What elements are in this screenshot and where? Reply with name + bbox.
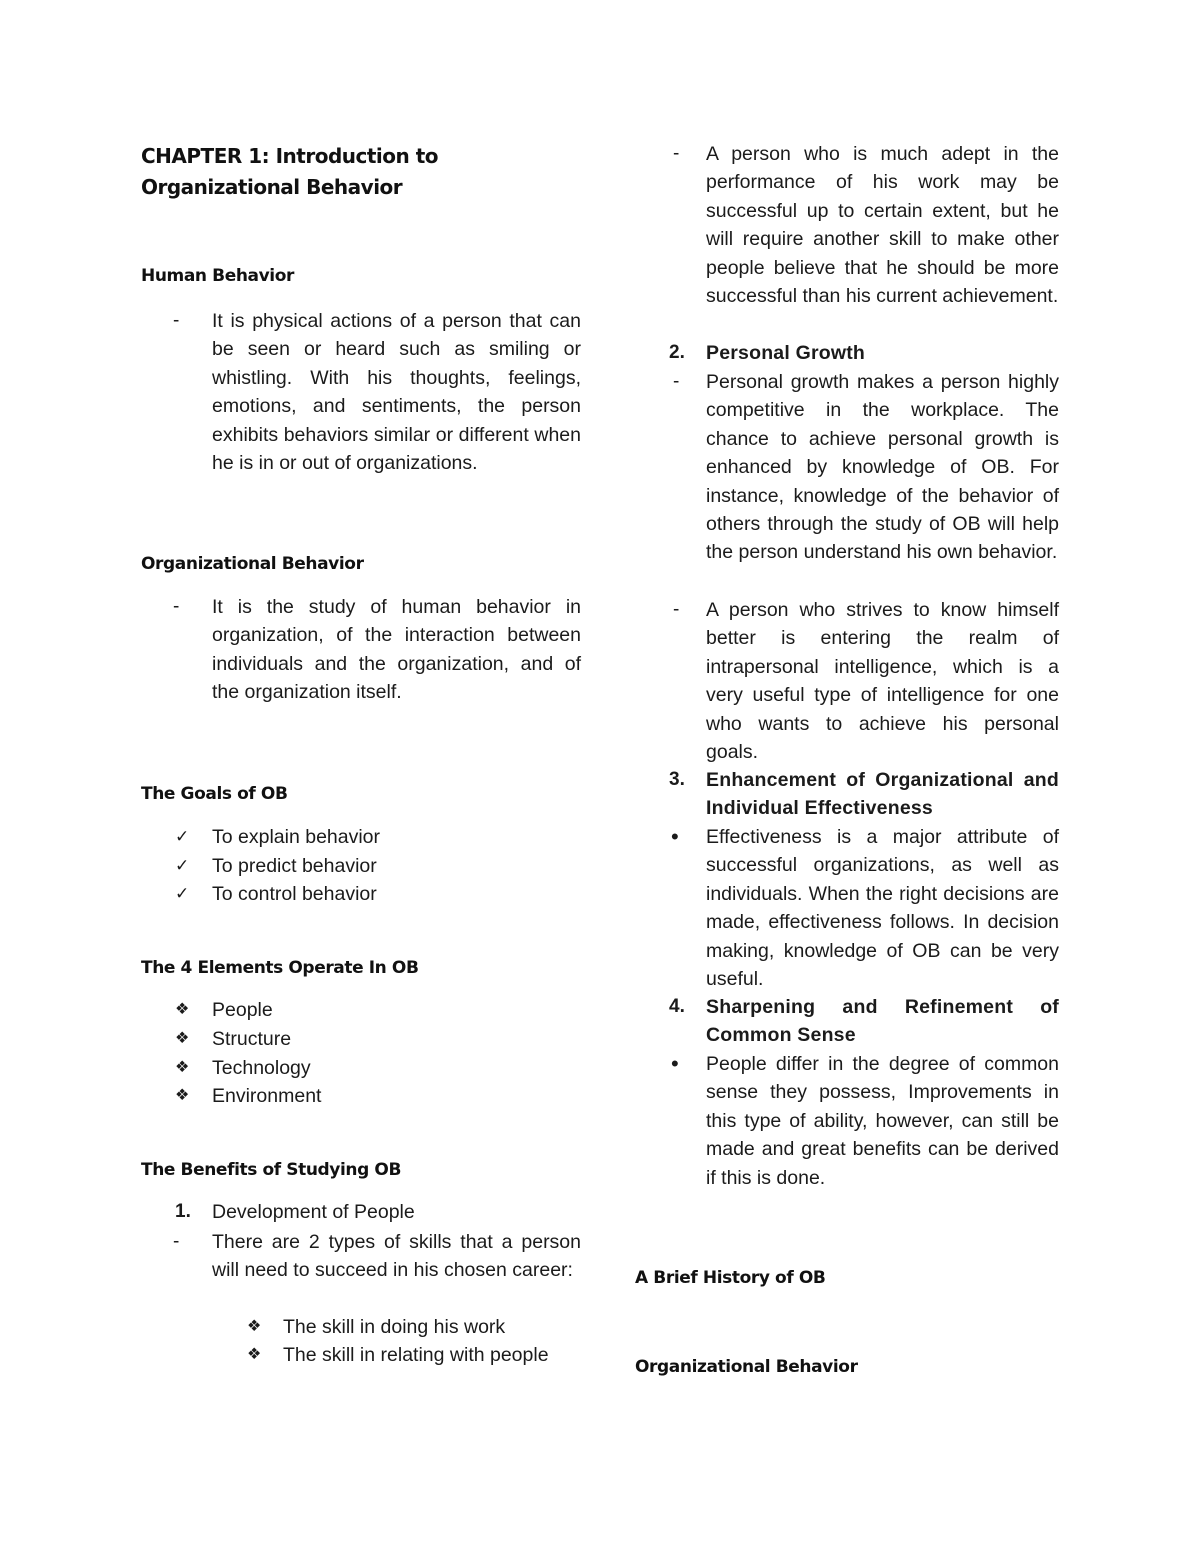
list-number: 1. xyxy=(175,1201,191,1222)
benefit-text: There are 2 types of skills that a person will need to succeed in his chosen career: xyxy=(212,1231,581,1282)
list-item xyxy=(141,852,581,880)
list-number: 2. xyxy=(669,342,685,363)
diamond-bullet-icon: ❖ xyxy=(175,1030,190,1047)
list-item xyxy=(141,307,581,477)
dash-marker: - xyxy=(173,596,180,617)
diamond-bullet-icon: ❖ xyxy=(175,1001,190,1018)
benefit-text: People differ in the degree of common sense they possess, Improvements in this type of ability, however, can still be made and great benefits can be derived if this is done. xyxy=(706,1053,1059,1189)
elements-heading: The 4 Elements Operate In OB xyxy=(141,958,419,978)
diamond-bullet-icon: ❖ xyxy=(247,1318,262,1335)
skill-item: The skill in doing his work xyxy=(283,1316,506,1338)
list-item xyxy=(141,1313,581,1341)
list-item xyxy=(141,880,581,908)
skill-item: The skill in relating with people xyxy=(283,1344,549,1366)
list-item xyxy=(141,1025,581,1053)
list-item xyxy=(141,1341,581,1369)
list-item xyxy=(635,823,1059,993)
list-item xyxy=(635,766,1059,823)
list-item xyxy=(635,993,1059,1050)
goal-item: To predict behavior xyxy=(212,855,377,877)
human-behavior-heading: Human Behavior xyxy=(141,266,294,286)
dash-marker: - xyxy=(173,1231,180,1252)
checkmark-icon: ✓ xyxy=(175,884,190,903)
diamond-bullet-icon: ❖ xyxy=(175,1087,190,1104)
benefit-title: Personal Growth xyxy=(706,342,866,364)
element-item: Technology xyxy=(212,1057,311,1079)
history-heading: A Brief History of OB xyxy=(635,1268,826,1288)
list-item xyxy=(141,1228,581,1285)
checkmark-icon: ✓ xyxy=(175,856,190,875)
benefit-text: Effectiveness is a major attribute of successful organizations, as well as individuals. When the right decisions are made, effectiveness follows. In decision making, knowledge of OB can be very useful. xyxy=(706,826,1059,991)
list-item xyxy=(141,996,581,1024)
benefit-title: Development of People xyxy=(212,1201,415,1223)
diamond-bullet-icon: ❖ xyxy=(247,1346,262,1363)
organizational-behavior-heading: Organizational Behavior xyxy=(141,554,364,574)
list-number: 3. xyxy=(669,769,685,790)
goal-item: To control behavior xyxy=(212,883,377,905)
human-behavior-text: It is physical actions of a person that can be seen or heard such as smiling or whistling. With his thoughts, feelings, emotions, and sentiments, the person exhibits behaviors similar or different when he is in or out of organizations. xyxy=(212,310,581,475)
dash-marker: - xyxy=(673,371,680,392)
benefit-text: A person who is much adept in the performance of his work may be successful up to certain extent, but he will require another skill to make other people believe that he should be more successful than his current achievement. xyxy=(706,143,1059,308)
goals-heading: The Goals of OB xyxy=(141,784,288,804)
list-item xyxy=(635,339,1059,367)
checkmark-icon: ✓ xyxy=(175,827,190,846)
element-item: People xyxy=(212,999,273,1021)
dash-marker: - xyxy=(173,310,180,331)
dash-marker: - xyxy=(673,599,680,620)
organizational-behavior-text: It is the study of human behavior in organization, of the interaction between individuals and the organization, and of the organization itself. xyxy=(212,596,581,704)
list-item xyxy=(141,1054,581,1082)
bullet-marker: • xyxy=(671,1051,679,1076)
list-item xyxy=(635,1050,1059,1192)
benefit-title: Sharpening and Refinement of Common Sense xyxy=(706,996,1059,1047)
dash-marker: - xyxy=(673,143,680,164)
organizational-behavior-heading: Organizational Behavior xyxy=(635,1357,858,1377)
goal-item: To explain behavior xyxy=(212,826,381,848)
element-item: Environment xyxy=(212,1085,322,1107)
list-number: 4. xyxy=(669,996,685,1017)
list-item xyxy=(141,823,581,851)
list-item xyxy=(635,140,1059,310)
diamond-bullet-icon: ❖ xyxy=(175,1059,190,1076)
chapter-title: CHAPTER 1: Introduction to Organizational Behavior xyxy=(141,144,439,199)
list-item xyxy=(141,1082,581,1110)
list-item xyxy=(635,368,1059,567)
element-item: Structure xyxy=(212,1028,292,1050)
list-item xyxy=(141,593,581,707)
benefit-text: Personal growth makes a person highly competitive in the workplace. The chance to achieve personal growth is enhanced by knowledge of OB. For instance, knowledge of the behavior of others through the study of OB will help the person understand his own behavior. xyxy=(706,371,1059,564)
list-item xyxy=(635,596,1059,766)
benefit-title: Enhancement of Organizational and Individual Effectiveness xyxy=(706,769,1059,820)
bullet-marker: • xyxy=(671,824,679,849)
benefit-text: A person who strives to know himself better is entering the realm of intrapersonal intelligence, which is a very useful type of intelligence for one who wants to achieve his personal goals. xyxy=(706,599,1059,764)
list-item xyxy=(141,1198,581,1226)
benefits-heading: The Benefits of Studying OB xyxy=(141,1160,401,1180)
